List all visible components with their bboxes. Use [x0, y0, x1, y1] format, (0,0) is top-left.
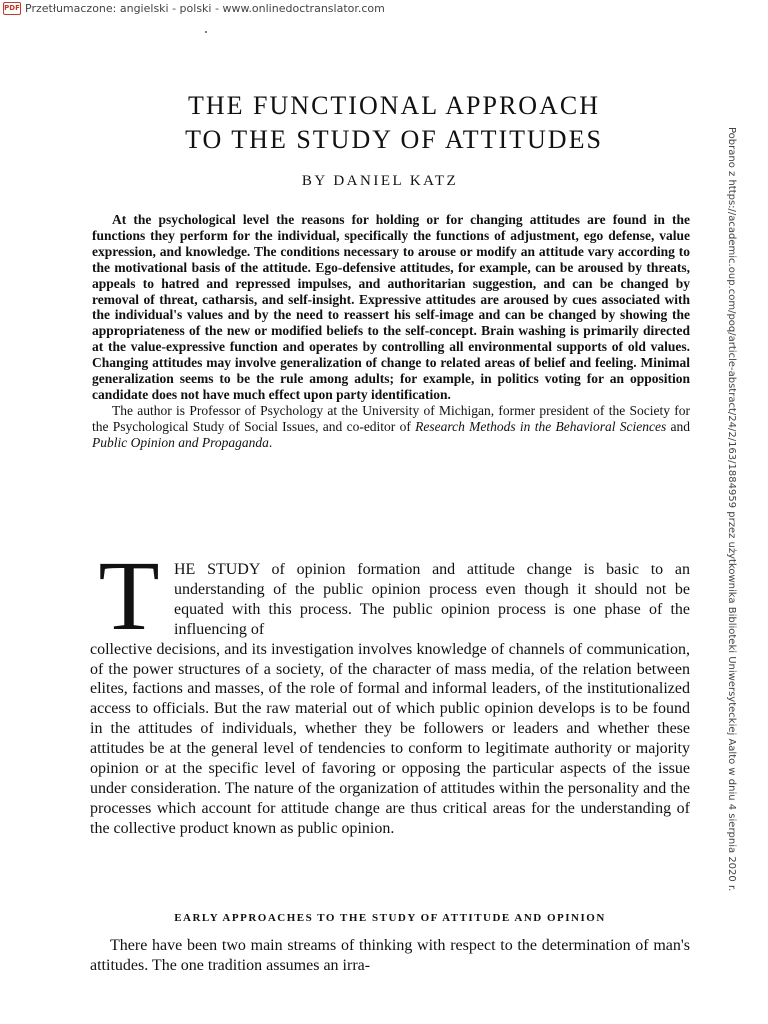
byline: BY DANIEL KATZ — [301, 173, 459, 189]
body-lead-text: HE STUDY of opinion formation and attitude change is basic to an understanding of the public opinion process even though it should not be equated with this process. The public opinion process is one phase of the influencing of — [174, 561, 690, 638]
translator-banner-text[interactable]: Przetłumaczone: angielski - polski - www.onlinedoctranslator.com — [25, 1, 385, 15]
section-paragraph: There have been two main streams of thinking with respect to the determination of man's attitudes. The one tradition assumes an irra- — [90, 937, 690, 974]
translator-banner[interactable] — [0, 0, 393, 16]
abstract — [92, 212, 690, 451]
article-title-line-2: TO THE STUDY OF ATTITUDES — [185, 125, 603, 154]
section-heading: EARLY APPROACHES TO THE STUDY OF ATTITUDE AND OPINION — [174, 912, 606, 924]
author-note-end: . — [268, 434, 273, 450]
pdf-translator-icon: PDF — [3, 2, 21, 15]
article-title-line-1: THE FUNCTIONAL APPROACH — [188, 91, 600, 120]
author-note — [92, 403, 690, 451]
download-note — [726, 127, 748, 892]
abstract-text: At the psychological level the reasons for holding or for changing attitudes are found in the functions they perform for the individual, specifically the functions of adjustment, ego defense, value expression, and knowledge. The conditions necessary to arouse or modify an attitude vary according to the motivational basis of the attitude. Ego-defensive attitudes, for example, can be aroused by threats, appeals to hatred and repressed impulses, and authoritarian suggestion, and can be changed by removal of threat, catharsis, and self-insight. Expressive attitudes are aroused by cues associated with the individual's values and by the need to reassert his self-image and can be changed by showing the appropriateness of the new or modified beliefs to the self-concept. Brain washing is primarily directed at the value-expressive function and operates by controlling all environmental supports of old values. Changing attitudes may involve generalization of change to related areas of belief and feeling. Minimal generalization seems to be the rule among adults; for example, in politics voting for an opposition candidate does not have much effect upon party identification. — [92, 212, 690, 402]
body-paragraph — [90, 560, 690, 839]
author-note-book-1: Research Methods in the Behavioral Sciences — [415, 418, 667, 434]
author-note-text: The author is Professor of Psychology at the University of Michigan, former president of the Society for the Psychological Study of Social Issues, and co-editor of — [92, 402, 690, 434]
download-note-text: Pobrano z https://academic.oup.com/poq/article-abstract/24/2/163/1884959 przez użytkownika Biblioteki Uniwersyteckiej Aalto w dniu 4 sierpnia 2020 r. — [726, 127, 737, 892]
author-note-book-2: Public Opinion and Propaganda — [92, 434, 269, 450]
author-note-and: and — [666, 418, 690, 434]
body-rest-text: collective decisions, and its investigation involves knowledge of channels of communication, of the power structures of a society, of the character of mass media, of the relation between elites, factions and masses, of the role of formal and informal leaders, of the institutionalized access to officials. But the raw material out of which public opinion develops is to be found in the attitudes of individuals, whether they be followers or leaders and whether these attitudes be at the general level of tendencies to conform to legitimate authority or majority opinion or at the specific level of favoring or opposing the particular aspects of the issue under consideration. The nature of the organization of attitudes within the personality and the processes which account for attitude change are thus critical areas for the understanding of the collective product known as public opinion. — [90, 640, 690, 837]
drop-cap: T — [98, 540, 160, 651]
scan-speck — [205, 31, 207, 33]
